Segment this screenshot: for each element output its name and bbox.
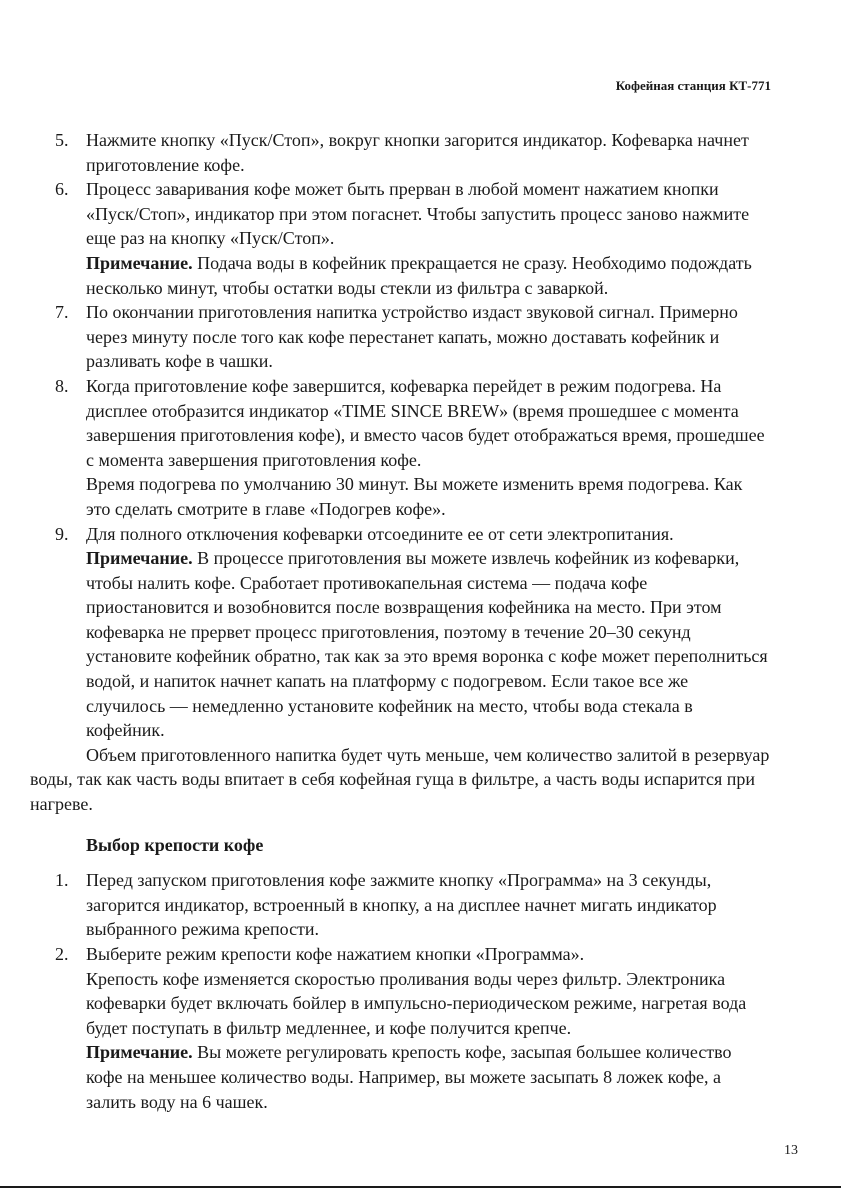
list-item-text: Нажмите кнопку «Пуск/Стоп», вокруг кнопки загорится индикатор. Кофеварка начнет приготовление кофе. bbox=[86, 130, 749, 175]
list-item bbox=[30, 128, 770, 177]
list-item bbox=[30, 868, 770, 942]
list-item-number: 7. bbox=[55, 302, 69, 323]
running-header: Кофейная станция КТ-771 bbox=[615, 78, 771, 93]
page-content bbox=[30, 128, 770, 1114]
list-item bbox=[30, 374, 770, 472]
note-label: Примечание. bbox=[86, 548, 193, 569]
list-item-number: 9. bbox=[55, 523, 69, 544]
list-item-text: Выберите режим крепости кофе нажатием кнопки «Программа». bbox=[86, 944, 585, 964]
list-item-number: 6. bbox=[55, 179, 69, 200]
note-text: В процессе приготовления вы можете извлечь кофейник из кофеварки, чтобы налить кофе. Сработает противокапельная система — подача кофе приостановится и возобновится после возвращения кофейника на место. При этом кофеварка не прервет процесс приготовления, поэтому в течение 20–30 секунд установите кофейник обратно, так как за это время воронка с кофе может переполниться водой, и напиток начнет капать на платформу с подогревом. Если такое все же случилось — немедленно установите кофейник на место, чтобы вода стекала в кофейник. bbox=[86, 548, 768, 741]
list-item-number: 5. bbox=[55, 130, 69, 150]
note-text: Подача воды в кофейник прекращается не сразу. Необходимо подождать несколько минут, чтобы остатки воды стекли из фильтра с заваркой. bbox=[86, 252, 752, 298]
list-item-text: По окончании приготовления напитка устройство издаст звуковой сигнал. Примерно через минуту после того как кофе перестанет капать, можно доставать кофейник и разливать кофе в чашки. bbox=[86, 302, 738, 372]
list-item-number: 2. bbox=[55, 944, 69, 964]
body-paragraph: Время подогрева по умолчанию 30 минут. Вы можете изменить время подогрева. Как это сделать смотрите в главе «Подогрев кофе». bbox=[86, 474, 743, 519]
list-item-text: Для полного отключения кофеварки отсоедините ее от сети электропитания. bbox=[86, 523, 674, 544]
list-item-number: 1. bbox=[55, 870, 69, 891]
note-label: Примечание. bbox=[86, 252, 193, 273]
list-item-text: Перед запуском приготовления кофе зажмите кнопку «Программа» на 3 секунды, загорится индикатор, встроенный в кнопку, а на дисплее начнет мигать индикатор выбранного режима крепости. bbox=[86, 870, 717, 940]
bottom-rule bbox=[0, 1186, 841, 1188]
body-paragraph: Крепость кофе изменяется скоростью проливания воды через фильтр. Электроника кофеварки будет включать бойлер в импульсно-периодическом режиме, нагретая вода будет поступать в фильтр медленнее, и кофе получится крепче. bbox=[86, 968, 747, 1038]
list-item bbox=[30, 942, 770, 967]
list-item bbox=[30, 300, 770, 374]
list-item-text: Процесс заваривания кофе может быть прерван в любой момент нажатием кнопки «Пуск/Стоп», индикатор при этом погаснет. Чтобы запустить процесс заново нажмите еще раз на кнопку «Пуск/Стоп». bbox=[86, 179, 750, 249]
body-paragraph: Объем приготовленного напитка будет чуть меньше, чем количество залитой в резервуар воды, так как часть воды впитает в себя кофейная гуща в фильтре, а часть воды испарится при нагреве. bbox=[30, 744, 770, 815]
note-paragraph bbox=[30, 1040, 770, 1114]
list-item-text: Когда приготовление кофе завершится, кофеварка перейдет в режим подогрева. На дисплее отобразится индикатор «TIME SINCE BREW» (время прошедшее с момента завершения приготовления кофе), и вместо часов будет отображаться время, прошедшее с момента завершения приготовления кофе. bbox=[86, 375, 765, 470]
note-label: Примечание. bbox=[86, 1042, 193, 1063]
list-item bbox=[30, 177, 770, 251]
section-heading: Выбор крепости кофе bbox=[86, 834, 264, 855]
list-item bbox=[30, 522, 770, 547]
list-item-number: 8. bbox=[55, 375, 69, 396]
note-paragraph bbox=[30, 251, 770, 300]
page-number: 13 bbox=[784, 1143, 798, 1158]
note-text: Вы можете регулировать крепость кофе, засыпая большее количество кофе на меньшее количество воды. Например, вы можете засыпать 8 ложек кофе, а залить воду на 6 чашек. bbox=[86, 1042, 732, 1112]
note-paragraph bbox=[30, 546, 770, 743]
